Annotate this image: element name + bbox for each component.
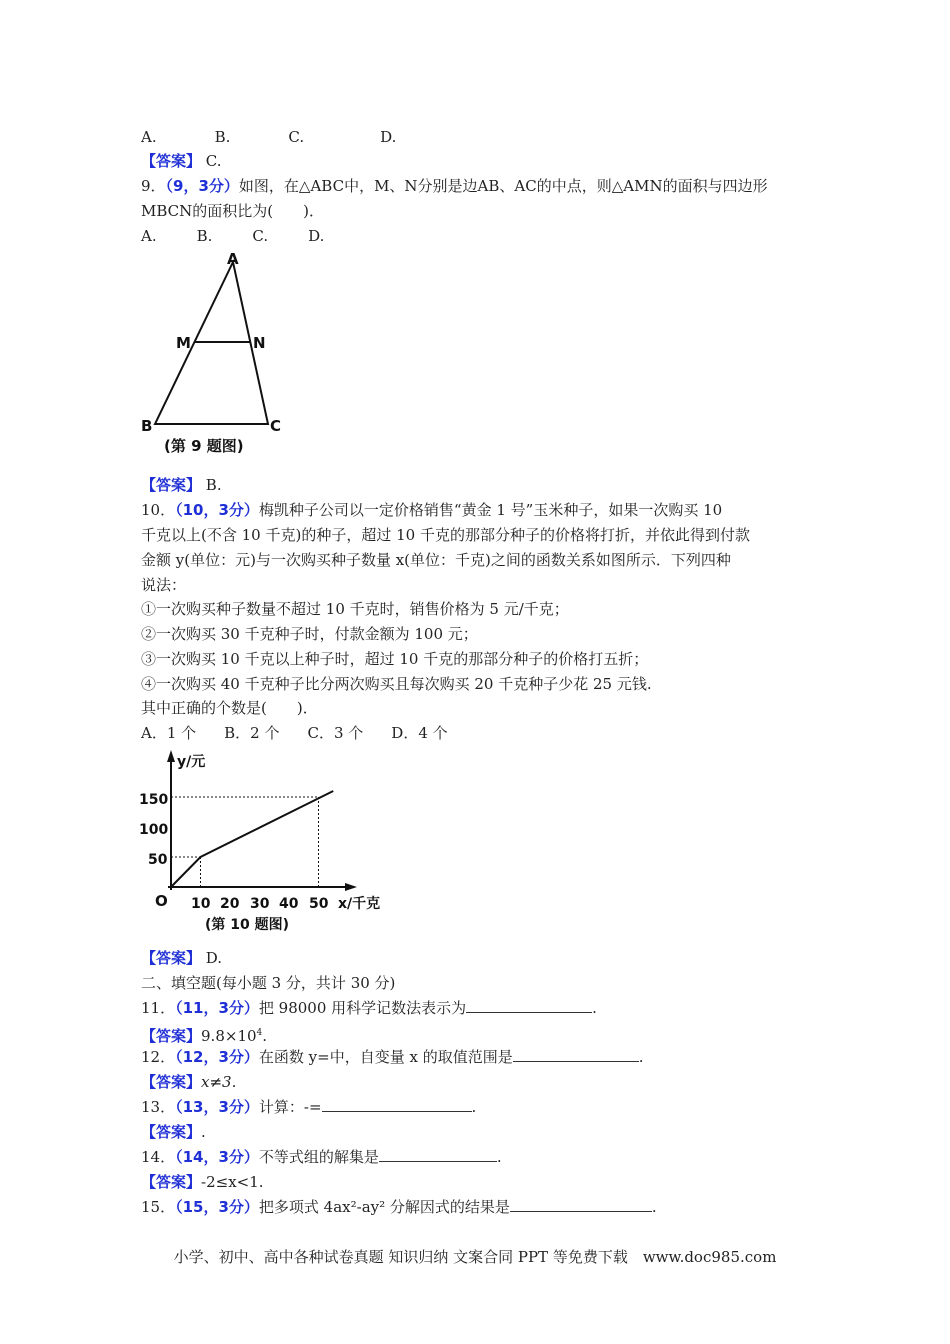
y-tick-150: 150 bbox=[139, 792, 169, 808]
option-d: D．4 个 bbox=[391, 724, 448, 742]
question-score: （15，3分） bbox=[175, 1198, 259, 1216]
q11-answer bbox=[141, 1023, 267, 1046]
y-axis-arrow-icon bbox=[167, 750, 175, 762]
x-tick-30: 30 bbox=[250, 896, 270, 912]
question-score: （11，3分） bbox=[175, 999, 259, 1017]
figure-caption: (第 9 题图) bbox=[164, 437, 244, 455]
answer-tag: 【答案】 bbox=[141, 1173, 202, 1191]
question-number: 11． bbox=[141, 999, 176, 1017]
label-m: M bbox=[176, 334, 191, 352]
question-number: 13． bbox=[141, 1098, 176, 1116]
answer-blank[interactable] bbox=[510, 1197, 652, 1212]
answer-blank[interactable] bbox=[379, 1147, 497, 1162]
answer-exponent: 4 bbox=[256, 1028, 263, 1038]
statement-2: ②一次购买 30 千克种子时，付款金额为 100 元； bbox=[141, 625, 478, 643]
function-line bbox=[171, 791, 333, 887]
answer-tag: 【答案】 bbox=[141, 152, 202, 170]
q10-answer bbox=[141, 948, 222, 968]
option-b: B. bbox=[196, 227, 213, 245]
option-a: A．1 个 bbox=[141, 724, 197, 742]
question-number: 9． bbox=[141, 177, 166, 195]
q14: 14．（14，3分）不等式组的解集是 . bbox=[141, 1148, 502, 1166]
function-graph bbox=[130, 745, 400, 940]
question-text: 计算：-= bbox=[258, 1098, 322, 1116]
label-a: A bbox=[227, 250, 239, 268]
answer-tag: 【答案】 bbox=[141, 1027, 202, 1045]
q10-options bbox=[141, 723, 448, 743]
q8-answer bbox=[141, 151, 222, 171]
answer-value: . bbox=[201, 1123, 206, 1141]
q12: 12．（12，3分）在函数 y=中，自变量 x 的取值范围是 . bbox=[141, 1048, 644, 1066]
answer-tag: 【答案】 bbox=[141, 1073, 202, 1091]
question-number: 14． bbox=[141, 1148, 176, 1166]
answer-value: 9.8×10 bbox=[201, 1027, 257, 1045]
q10-question: 其中正确的个数是( )． bbox=[141, 699, 318, 717]
answer-tag: 【答案】 bbox=[141, 476, 202, 494]
answer-end: . bbox=[262, 1027, 268, 1045]
option-b: B. bbox=[214, 128, 231, 146]
question-score: （14，3分） bbox=[175, 1148, 259, 1166]
answer-value: x≠3. bbox=[201, 1073, 237, 1091]
option-b: B．2 个 bbox=[224, 724, 280, 742]
q8-options bbox=[141, 127, 396, 147]
q14-answer bbox=[141, 1172, 264, 1192]
q9-line2: MBCN的面积比为( )． bbox=[141, 202, 324, 220]
origin-label: O bbox=[155, 892, 168, 910]
question-number: 10． bbox=[141, 501, 176, 519]
statement-4: ④一次购买 40 千克种子比分两次购买且每次购买 20 千克种子少花 25 元钱. bbox=[141, 675, 652, 693]
x-tick-50: 50 bbox=[309, 896, 329, 912]
answer-value: D. bbox=[205, 949, 223, 967]
q9-options bbox=[141, 226, 324, 246]
y-tick-50: 50 bbox=[148, 852, 168, 868]
answer-tag: 【答案】 bbox=[141, 1123, 202, 1141]
question-score: （9，3分） bbox=[165, 177, 239, 195]
question-score: （10，3分） bbox=[175, 501, 259, 519]
q12-answer bbox=[141, 1072, 236, 1092]
label-c: C bbox=[270, 417, 282, 435]
question-text: 把 98000 用科学记数法表示为 bbox=[258, 999, 467, 1017]
q10-line: 金额 y(单位：元)与一次购买种子数量 x(单位：千克)之间的函数关系如图所示．下列四种 bbox=[141, 551, 731, 569]
option-d: D. bbox=[380, 128, 397, 146]
x-axis-arrow-icon bbox=[345, 883, 357, 891]
question-text: 不等式组的解集是 bbox=[258, 1148, 379, 1166]
q10-line: 千克以上(不含 10 千克)的种子，超过 10 千克的那部分种子的价格将打折，并依此得到付款 bbox=[141, 526, 750, 544]
x-tick-40: 40 bbox=[279, 896, 299, 912]
x-axis-label: x/千克 bbox=[338, 896, 381, 912]
question-text: 梅凯种子公司以一定价格销售“黄金 1 号”玉米种子，如果一次购买 10 bbox=[258, 501, 723, 519]
option-c: C. bbox=[252, 227, 269, 245]
q13-answer bbox=[141, 1122, 206, 1142]
triangle-figure bbox=[130, 245, 300, 465]
section-heading: 二、填空题(每小题 3 分，共计 30 分) bbox=[141, 974, 396, 992]
answer-blank[interactable] bbox=[513, 1047, 639, 1062]
question-text: 如图，在△ABC中，M、N分别是边AB、AC的中点，则△AMN的面积与四边形 bbox=[238, 177, 768, 195]
q9-answer bbox=[141, 475, 222, 495]
x-tick-10: 10 bbox=[191, 896, 211, 912]
statement-3: ③一次购买 10 千克以上种子时，超过 10 千克的那部分种子的价格打五折； bbox=[141, 650, 649, 668]
option-d: D. bbox=[308, 227, 325, 245]
q9-line1 bbox=[141, 176, 768, 196]
q11: 11．（11，3分）把 98000 用科学记数法表示为 . bbox=[141, 999, 597, 1017]
answer-tag: 【答案】 bbox=[141, 949, 202, 967]
question-text: 把多项式 4ax²-ay² 分解因式的结果是 bbox=[258, 1198, 510, 1216]
q13: 13．（13，3分）计算：-= . bbox=[141, 1098, 477, 1116]
question-score: （12，3分） bbox=[175, 1048, 259, 1066]
statement-1: ①一次购买种子数量不超过 10 千克时，销售价格为 5 元/千克； bbox=[141, 600, 569, 618]
y-tick-100: 100 bbox=[139, 822, 169, 838]
answer-value: C. bbox=[205, 152, 222, 170]
footer: 小学、初中、高中各种试卷真题 知识归纳 文案合同 PPT 等免费下载 www.doc985.com bbox=[173, 1248, 777, 1266]
answer-value: -2≤x<1. bbox=[201, 1173, 264, 1191]
option-c: C．3 个 bbox=[307, 724, 364, 742]
question-number: 15． bbox=[141, 1198, 176, 1216]
question-text: 在函数 y=中，自变量 x 的取值范围是 bbox=[258, 1048, 513, 1066]
option-a: A. bbox=[141, 128, 157, 146]
answer-blank[interactable] bbox=[322, 1097, 472, 1112]
answer-blank[interactable] bbox=[466, 998, 592, 1013]
question-score: （13，3分） bbox=[175, 1098, 259, 1116]
y-axis-label: y/元 bbox=[177, 754, 206, 770]
q10-line: 说法： bbox=[141, 576, 187, 594]
q15: 15．（15，3分）把多项式 4ax²-ay² 分解因式的结果是 . bbox=[141, 1198, 657, 1216]
answer-value: B. bbox=[205, 476, 222, 494]
option-c: C. bbox=[288, 128, 305, 146]
option-a: A. bbox=[141, 227, 157, 245]
x-tick-20: 20 bbox=[220, 896, 240, 912]
q10-line1 bbox=[141, 500, 722, 520]
label-b: B bbox=[141, 417, 153, 435]
figure-caption: (第 10 题图) bbox=[205, 917, 290, 933]
label-n: N bbox=[253, 334, 266, 352]
question-number: 12． bbox=[141, 1048, 176, 1066]
